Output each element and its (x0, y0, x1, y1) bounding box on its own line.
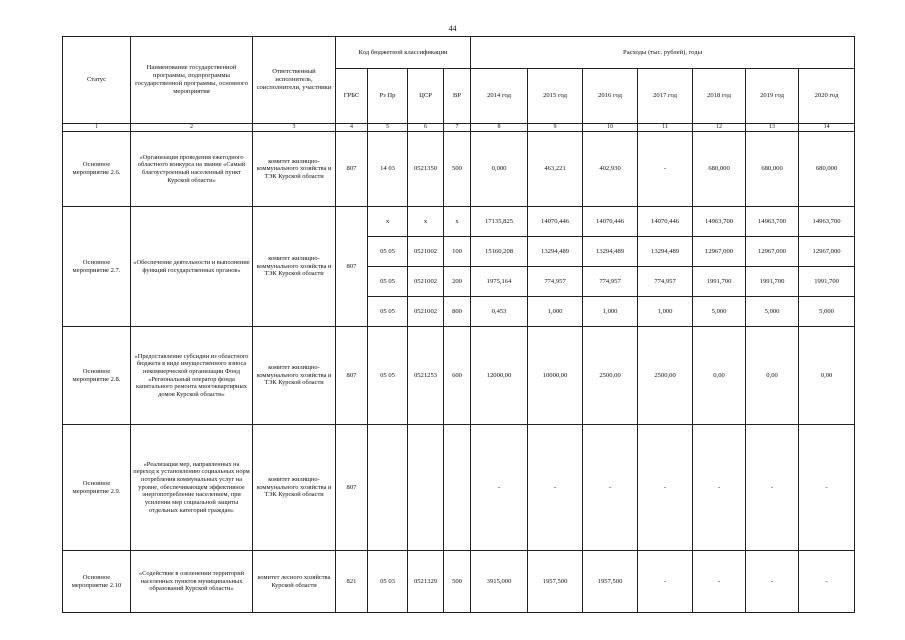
column-number: 11 (638, 124, 693, 132)
value-cell: 774,957 (638, 267, 693, 297)
csr-cell: х (408, 207, 444, 237)
value-cell: 13294,489 (528, 237, 583, 267)
rzpr-cell (368, 425, 408, 551)
header-vr: ВР (444, 69, 471, 124)
value-cell: 1991,700 (693, 267, 746, 297)
csr-cell: 0521002 (408, 237, 444, 267)
status-cell: Основное мероприятие 2.6. (63, 132, 131, 207)
csr-cell: 0521002 (408, 267, 444, 297)
rzpr-cell: 05 05 (368, 237, 408, 267)
grbs-cell: 807 (336, 327, 368, 425)
header-csr: ЦСР (408, 69, 444, 124)
value-cell: 12000,00 (471, 327, 528, 425)
column-number: 1 (63, 124, 131, 132)
value-cell: 5,000 (746, 297, 799, 327)
value-cell: - (638, 132, 693, 207)
status-cell: Основное мероприятие 2.8. (63, 327, 131, 425)
value-cell: 0,00 (746, 327, 799, 425)
value-cell: - (799, 425, 855, 551)
value-cell: - (528, 425, 583, 551)
csr-cell: 0521350 (408, 132, 444, 207)
rzpr-cell: 05 05 (368, 267, 408, 297)
value-cell: 13294,489 (583, 237, 638, 267)
value-cell: 2500,00 (583, 327, 638, 425)
value-cell: - (471, 425, 528, 551)
value-cell: 774,957 (583, 267, 638, 297)
grbs-cell: 807 (336, 425, 368, 551)
value-cell: 1991,700 (799, 267, 855, 297)
value-cell: - (638, 551, 693, 613)
responsible-cell: комитет лесного хозяйства Курской области (253, 551, 336, 613)
column-number: 3 (253, 124, 336, 132)
header-year: 2017 год (638, 69, 693, 124)
column-number: 2 (131, 124, 253, 132)
grbs-cell: 807 (336, 132, 368, 207)
responsible-cell: комитет жилищно-коммунального хозяйства и ТЭК Курской области (253, 425, 336, 551)
column-number: 4 (336, 124, 368, 132)
column-number: 10 (583, 124, 638, 132)
value-cell: 1,000 (528, 297, 583, 327)
status-cell: Основное мероприятие 2.10 (63, 551, 131, 613)
budget-table (62, 36, 855, 613)
column-number: 7 (444, 124, 471, 132)
value-cell: 1957,500 (583, 551, 638, 613)
header-responsible: Ответственный исполнитель, соисполнители, участники (253, 37, 336, 124)
name-cell: «Предоставление субсидии из областного бюджета в виде имущественного взноса некоммерческой организации Фонд «Региональный оператор фонда капитального ремонта многоквартирных домов Курской области» (131, 327, 253, 425)
csr-cell: 0521002 (408, 297, 444, 327)
header-grbs: ГРБС (336, 69, 368, 124)
csr-cell: 0521329 (408, 551, 444, 613)
vr-cell: 800 (444, 297, 471, 327)
grbs-cell: 807 (336, 207, 368, 327)
value-cell: - (693, 425, 746, 551)
vr-cell: 200 (444, 267, 471, 297)
value-cell: 12967,000 (746, 237, 799, 267)
header-expenses: Расходы (тыс. рублей), годы (471, 37, 855, 69)
value-cell: - (746, 551, 799, 613)
value-cell: 13294,489 (638, 237, 693, 267)
value-cell: 1957,500 (528, 551, 583, 613)
header-budget-code: Код бюджетной классификации (336, 37, 471, 69)
value-cell: 2500,00 (638, 327, 693, 425)
header-year: 2018 год (693, 69, 746, 124)
name-cell: «Содействие в озеленении территорий населенных пунктов муниципальных образований Курской области» (131, 551, 253, 613)
column-number-row (63, 124, 855, 132)
header-name: Наименование государственной программы, подпрограммы государственной программы, основного мероприятия (131, 37, 253, 124)
column-number: 9 (528, 124, 583, 132)
csr-cell (408, 425, 444, 551)
value-cell: 1991,700 (746, 267, 799, 297)
value-cell: 0,00 (693, 327, 746, 425)
status-cell: Основное мероприятие 2.9. (63, 425, 131, 551)
table-row (63, 327, 855, 425)
status-cell: Основное мероприятие 2.7. (63, 207, 131, 327)
value-cell: - (693, 551, 746, 613)
value-cell: 0,453 (471, 297, 528, 327)
column-number: 13 (746, 124, 799, 132)
vr-cell: 500 (444, 551, 471, 613)
rzpr-cell: 14 03 (368, 132, 408, 207)
header-status: Статус (63, 37, 131, 124)
value-cell: 5,000 (799, 297, 855, 327)
table-row (63, 551, 855, 613)
name-cell: «Реализация мер, направленных на переход к установлению социальных норм потребления коммунальных услуг на уровне, обеспечивающем эффективное энергопотребление населением, при усилении мер социальной защиты отдельных категорий граждан» (131, 425, 253, 551)
responsible-cell: комитет жилищно-коммунального хозяйства и ТЭК Курской области (253, 207, 336, 327)
value-cell: 0,000 (471, 132, 528, 207)
responsible-cell: комитет жилищно-коммунального хозяйства и ТЭК Курской области (253, 327, 336, 425)
value-cell: 1,000 (638, 297, 693, 327)
column-number: 8 (471, 124, 528, 132)
column-number: 14 (799, 124, 855, 132)
value-cell: 14963,700 (693, 207, 746, 237)
value-cell: 402,930 (583, 132, 638, 207)
value-cell: 1,000 (583, 297, 638, 327)
value-cell: 680,000 (693, 132, 746, 207)
vr-cell: 500 (444, 132, 471, 207)
responsible-cell: комитет жилищно-коммунального хозяйства и ТЭК Курской области (253, 132, 336, 207)
vr-cell: 600 (444, 327, 471, 425)
value-cell: 14070,446 (638, 207, 693, 237)
vr-cell (444, 425, 471, 551)
value-cell: - (583, 425, 638, 551)
value-cell: 14070,446 (528, 207, 583, 237)
column-number: 5 (368, 124, 408, 132)
grbs-cell: 821 (336, 551, 368, 613)
value-cell: 14070,446 (583, 207, 638, 237)
rzpr-cell: х (368, 207, 408, 237)
header-year: 2015 год (528, 69, 583, 124)
value-cell: - (799, 551, 855, 613)
csr-cell: 0521253 (408, 327, 444, 425)
value-cell: 15160,208 (471, 237, 528, 267)
table-row (63, 207, 855, 237)
column-number: 12 (693, 124, 746, 132)
header-year: 2016 год (583, 69, 638, 124)
value-cell: 14963,700 (746, 207, 799, 237)
vr-cell: 100 (444, 237, 471, 267)
rzpr-cell: 05 05 (368, 327, 408, 425)
table-row (63, 132, 855, 207)
value-cell: - (638, 425, 693, 551)
header-year: 2019 год (746, 69, 799, 124)
value-cell: 10000,00 (528, 327, 583, 425)
value-cell: 774,957 (528, 267, 583, 297)
value-cell: 14963,700 (799, 207, 855, 237)
value-cell: 680,000 (799, 132, 855, 207)
vr-cell: х (444, 207, 471, 237)
name-cell: «Обеспечение деятельности и выполнение функций государственных органов» (131, 207, 253, 327)
rzpr-cell: 05 05 (368, 297, 408, 327)
value-cell: 0,00 (799, 327, 855, 425)
value-cell: 1975,164 (471, 267, 528, 297)
value-cell: 463,221 (528, 132, 583, 207)
table-row (63, 425, 855, 551)
value-cell: 680,000 (746, 132, 799, 207)
value-cell: 17135,825 (471, 207, 528, 237)
header-year: 2020 год (799, 69, 855, 124)
name-cell: «Организация проведения ежегодного областного конкурса на звание «Самый благоустроенный населенный пункт Курской области» (131, 132, 253, 207)
value-cell: 3915,000 (471, 551, 528, 613)
header-rzpr: Рз Пр (368, 69, 408, 124)
value-cell: 12967,000 (693, 237, 746, 267)
page-number: 44 (448, 24, 457, 33)
value-cell: 5,000 (693, 297, 746, 327)
rzpr-cell: 05 03 (368, 551, 408, 613)
header-year: 2014 год (471, 69, 528, 124)
value-cell: 12967,000 (799, 237, 855, 267)
column-number: 6 (408, 124, 444, 132)
value-cell: - (746, 425, 799, 551)
